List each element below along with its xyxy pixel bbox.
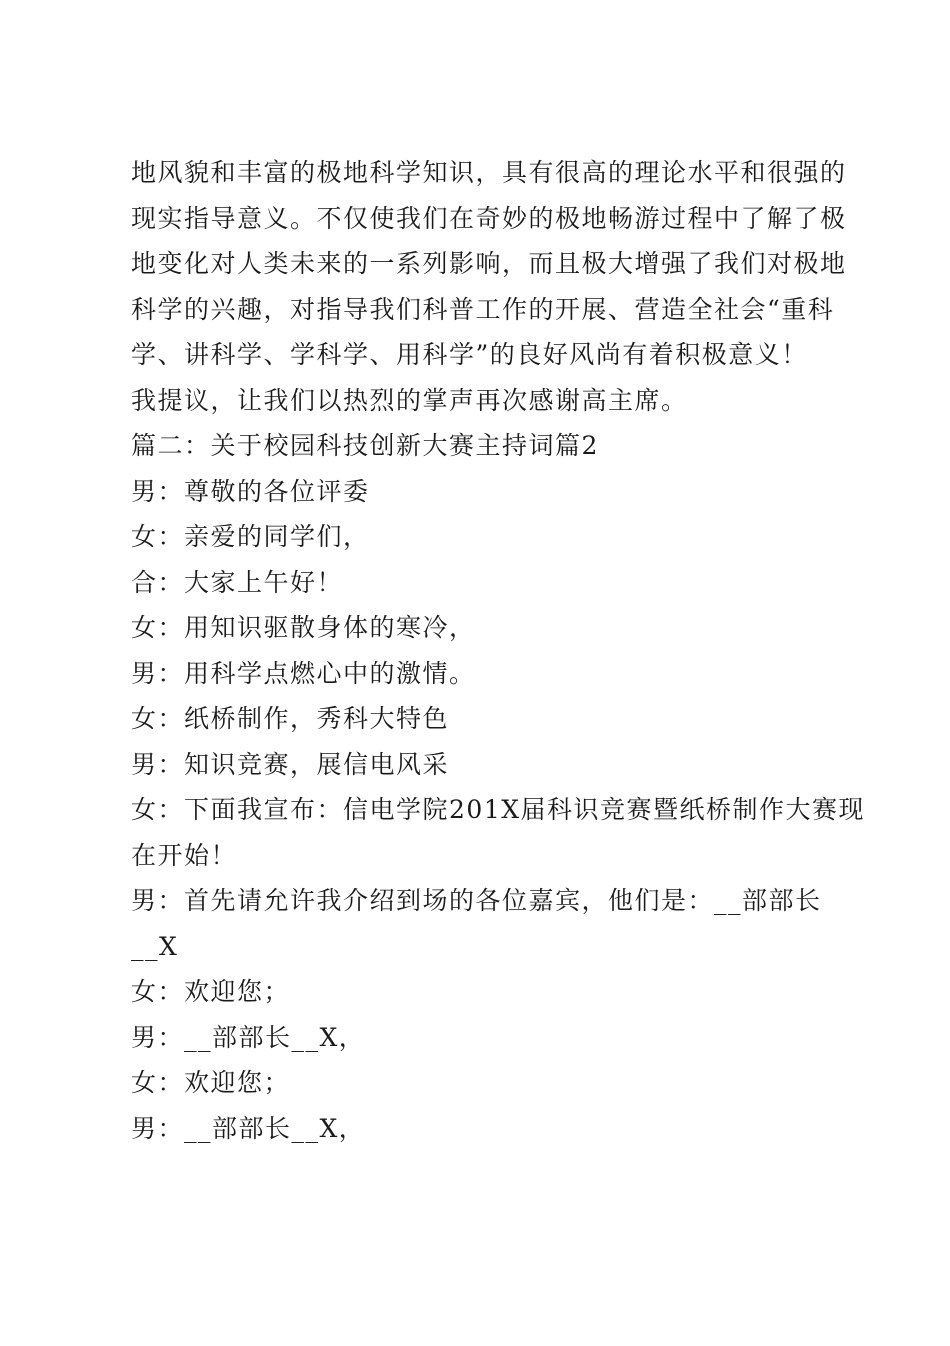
dialogue-line: 女：用知识驱散身体的寒冷， [131, 613, 476, 642]
text-line: 地变化对人类未来的一系列影响，而且极大增强了我们对极地 [131, 249, 847, 278]
section-heading: 篇二：关于校园科技创新大赛主持词篇2 [131, 431, 599, 460]
text-line: 科学的兴趣，对指导我们科普工作的开展、营造全社会“重科 [131, 294, 835, 324]
document-body [131, 150, 866, 1151]
dialogue-line: 女：欢迎您； [131, 977, 291, 1006]
text-line: 现实指导意义。不仅使我们在奇妙的极地畅游过程中了解了极 [131, 203, 847, 233]
dialogue-line: __X [131, 931, 179, 961]
dialogue-line: 在开始！ [131, 840, 238, 870]
text-line: 学、讲科学、学科学、用科学”的良好风尚有着积极意义！ [131, 340, 808, 369]
dialogue-line: 女：纸桥制作，秀科大特色 [131, 704, 450, 733]
text-line: 地风貌和丰富的极地科学知识，具有很高的理论水平和很强的 [131, 158, 847, 187]
dialogue-line: 合：大家上午好！ [131, 567, 344, 597]
dialogue-line: 男：尊敬的各位评委 [131, 476, 370, 506]
text-line: 我提议，让我们以热烈的掌声再次感谢高主席。 [131, 385, 688, 415]
dialogue-line: 女：下面我宣布：信电学院201X届科识竞赛暨纸桥制作大赛现 [131, 795, 866, 824]
dialogue-line: 男：首先请允许我介绍到场的各位嘉宾，他们是：__部部长 [131, 886, 822, 915]
dialogue-line: 男：用科学点燃心中的激情。 [131, 658, 476, 688]
dialogue-line: 男：知识竞赛，展信电风采 [131, 749, 450, 779]
dialogue-line: 女：欢迎您； [131, 1068, 291, 1097]
dialogue-line: 女：亲爱的同学们， [131, 522, 370, 551]
dialogue-line: 男：__部部长__X， [131, 1022, 366, 1052]
dialogue-line: 男：__部部长__X， [131, 1113, 366, 1143]
